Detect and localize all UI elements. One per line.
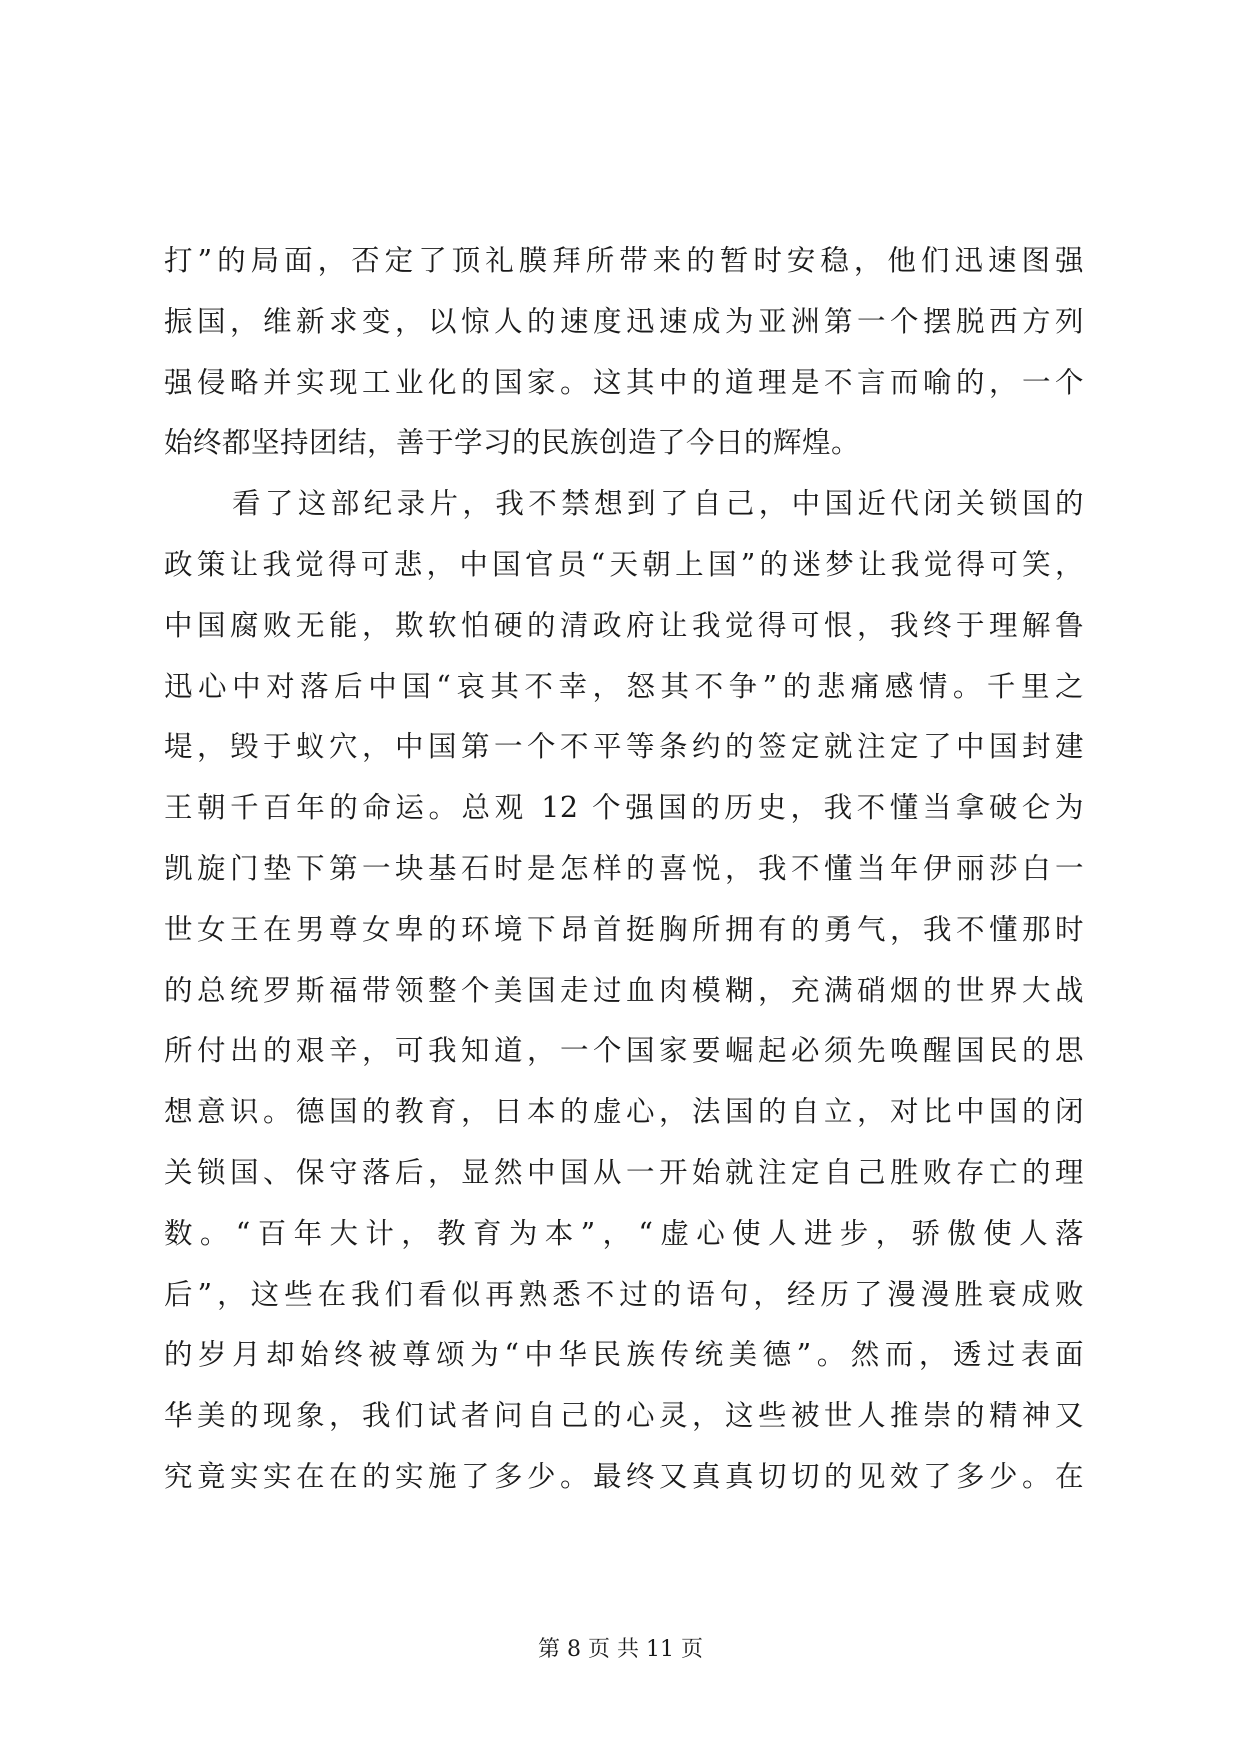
text-line: 始终都坚持团结，善于学习的民族创造了今日的辉煌。 [164,426,861,460]
text-line: 想意识。德国的教育，日本的虚心，法国的自立，对比中国的闭 [164,1095,1084,1129]
text-line: 后”，这些在我们看似再熟悉不过的语句，经历了漫漫胜衰成败 [164,1277,1084,1311]
text-line: 华美的现象，我们试者问自己的心灵，这些被世人推崇的精神又 [164,1399,1084,1433]
text-line: 凯旋门垫下第一块基石时是怎样的喜悦，我不懂当年伊丽莎白一 [164,851,1084,885]
text-line: 迅心中对落后中国“哀其不幸，怒其不争”的悲痛感情。千里之 [164,669,1084,703]
text-line: 王朝千百年的命运。总观 12 个强国的历史，我不懂当拿破仑为 [164,791,1084,825]
text-line: 数。“百年大计，教育为本”，“虚心使人进步，骄傲使人落 [164,1216,1084,1250]
text-line: 振国，维新求变，以惊人的速度迅速成为亚洲第一个摆脱西方列 [164,304,1084,338]
text-line: 强侵略并实现工业化的国家。这其中的道理是不言而喻的，一个 [164,365,1084,399]
text-line: 的岁月却始终被尊颂为“中华民族传统美德”。然而，透过表面 [164,1338,1084,1372]
text-line: 打”的局面，否定了顶礼膜拜所带来的暂时安稳，他们迅速图强 [164,244,1084,277]
text-line: 的总统罗斯福带领整个美国走过血肉模糊，充满硝烟的世界大战 [164,973,1084,1007]
text-line: 看了这部纪录片，我不禁想到了自己，中国近代闭关锁国的 [232,487,1084,521]
page-number-footer: 第 8 页 共 11 页 [538,1637,703,1662]
text-line: 所付出的艰辛，可我知道，一个国家要崛起必须先唤醒国民的思 [164,1034,1084,1068]
text-line: 政策让我觉得可悲，中国官员“天朝上国”的迷梦让我觉得可笑， [164,547,1084,581]
text-line: 世女王在男尊女卑的环境下昂首挺胸所拥有的勇气，我不懂那时 [164,912,1084,946]
body-text [164,231,1084,1508]
text-line: 中国腐败无能，欺软怕硬的清政府让我觉得可恨，我终于理解鲁 [164,608,1084,642]
text-line: 究竟实实在在的实施了多少。最终又真真切切的见效了多少。在 [164,1459,1084,1493]
text-line: 堤，毁于蚁穴，中国第一个不平等条约的签定就注定了中国封建 [164,730,1084,764]
text-line: 关锁国、保守落后，显然中国从一开始就注定自己胜败存亡的理 [164,1155,1084,1189]
